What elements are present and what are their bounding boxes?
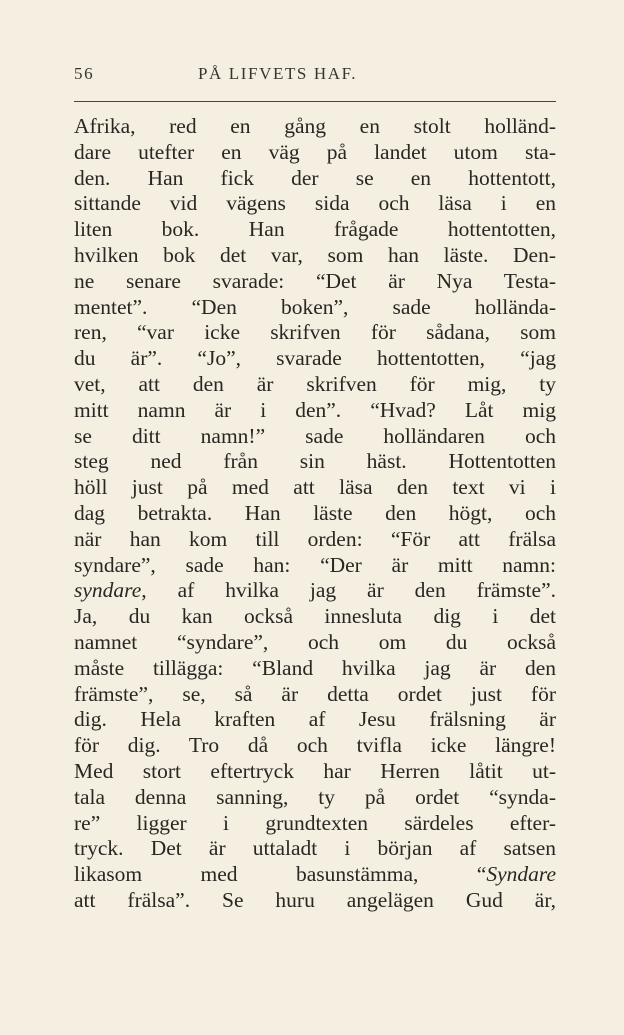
text-line: dig. Hela kraften af Jesu frälsning är (74, 707, 556, 732)
italic-word: syndare (74, 578, 142, 603)
text-line: när han kom till orden: “För att frälsa (74, 526, 556, 551)
running-title: PÅ LIFVETS HAF. (198, 64, 358, 83)
text-line: för dig. Tro då och tvifla icke längre! (74, 733, 556, 758)
text-line: re” ligger i grundtexten särdeles efter- (74, 810, 556, 835)
text-line: den. Han fick der se en hottentott, (74, 165, 556, 190)
text-line (74, 862, 556, 888)
running-head (74, 64, 556, 88)
text-line: liten bok. Han frågade hottentotten, (74, 217, 556, 242)
text-line: dag betrakta. Han läste den högt, och (74, 500, 556, 525)
text-line: ren, “var icke skrifven för sådana, som (74, 320, 556, 345)
text-line: syndare”, sade han: “Der är mitt namn: (74, 552, 556, 577)
text-line: främste”, se, så är detta ordet just för (74, 681, 556, 706)
text-line: ne senare svarade: “Det är Nya Testa- (74, 268, 556, 293)
text-line-start: likasom med basunstämma, “ (74, 862, 487, 887)
text-line (74, 578, 556, 604)
italic-word: Syndare (486, 862, 556, 887)
text-line: mentet”. “Den boken”, sade hollända- (74, 294, 556, 319)
text-line: dare utefter en väg på landet utom sta- (74, 139, 556, 164)
text-line: tala denna sanning, ty på ordet “synda- (74, 784, 556, 809)
text-line-rest: , af hvilka jag är den främste”. (141, 578, 556, 603)
body-text (74, 114, 556, 914)
text-line: Afrika, red en gång en stolt holländ- (74, 114, 556, 138)
header-rule (74, 101, 556, 102)
text-line: sittande vid vägens sida och läsa i en (74, 191, 556, 216)
text-line: mitt namn är i den”. “Hvad? Låt mig (74, 397, 556, 422)
text-line: Med stort eftertryck har Herren låtit ut- (74, 758, 556, 783)
text-line: vet, att den är skrifven för mig, ty (74, 371, 556, 396)
text-line: du är”. “Jo”, svarade hottentotten, “jag (74, 346, 556, 371)
text-line: hvilken bok det var, som han läste. Den- (74, 242, 556, 267)
text-line: namnet “syndare”, och om du också (74, 629, 556, 654)
text-line: att frälsa”. Se huru angelägen Gud är, (74, 887, 556, 912)
text-line: höll just på med att läsa den text vi i (74, 475, 556, 500)
text-line: tryck. Det är uttaladt i början af satsen (74, 836, 556, 861)
text-line: se ditt namn!” sade holländaren och (74, 423, 556, 448)
page-number: 56 (74, 64, 95, 83)
text-line: Ja, du kan också innesluta dig i det (74, 604, 556, 629)
text-line: måste tillägga: “Bland hvilka jag är den (74, 655, 556, 680)
text-line: steg ned från sin häst. Hottentotten (74, 449, 556, 474)
